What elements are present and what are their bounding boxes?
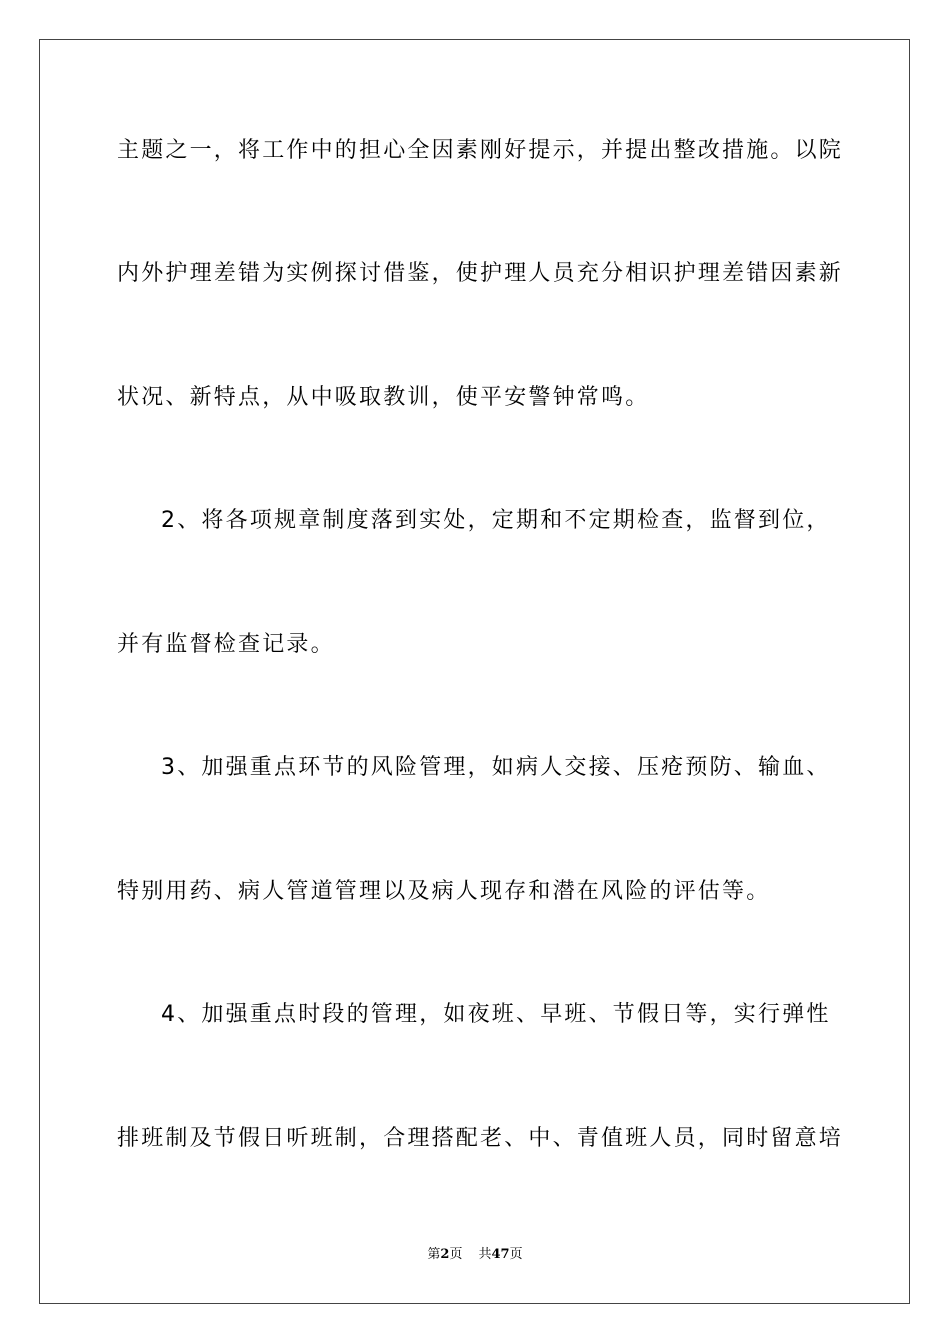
total-suffix: 页 (509, 1247, 523, 1262)
text-line: 内外护理差错为实例探讨借鉴，使护理人员充分相识护理差错因素新 (117, 261, 844, 286)
total-prefix: 共 (478, 1247, 492, 1262)
text-line: 主题之一，将工作中的担心全因素刚好提示，并提出整改措施。以院 (117, 138, 844, 163)
page-footer (0, 1245, 950, 1265)
page-border (39, 39, 910, 1304)
total-pages: 47 (491, 1247, 510, 1262)
text-line: 4、加强重点时段的管理，如夜班、早班、节假日等，实行弹性 (161, 1002, 831, 1027)
text-line: 3、加强重点环节的风险管理，如病人交接、压疮预防、输血、 (161, 755, 831, 780)
page-number: 2 (440, 1247, 450, 1262)
text-line: 并有监督检查记录。 (117, 632, 335, 657)
page-suffix: 页 (449, 1247, 463, 1262)
text-line: 特别用药、病人管道管理以及病人现存和潜在风险的评估等。 (117, 879, 771, 904)
text-line: 2、将各项规章制度落到实处，定期和不定期检查，监督到位， (161, 508, 831, 533)
text-line: 排班制及节假日听班制，合理搭配老、中、青值班人员，同时留意培 (117, 1126, 844, 1151)
page-prefix: 第 (427, 1247, 441, 1262)
text-line: 状况、新特点，从中吸取教训，使平安警钟常鸣。 (117, 385, 650, 410)
